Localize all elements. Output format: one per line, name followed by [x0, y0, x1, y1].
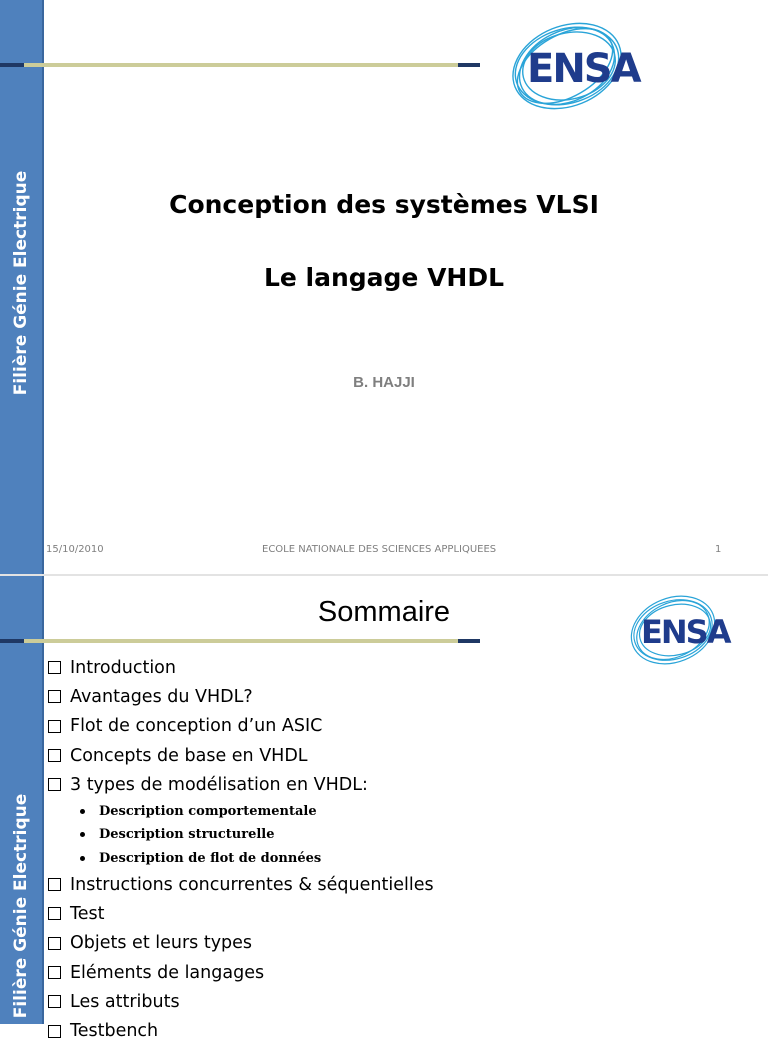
checkbox-bullet-icon	[48, 661, 61, 674]
header-rule	[0, 63, 480, 67]
agenda-item-label: Introduction	[70, 657, 176, 678]
agenda-subitem	[48, 846, 434, 870]
checkbox-bullet-icon	[48, 749, 61, 762]
agenda-item	[48, 682, 434, 711]
header-rule	[0, 639, 480, 643]
sidebar	[0, 576, 44, 1024]
footer-page-number: 1	[715, 544, 722, 555]
slide-subtitle: Le langage VHDL	[263, 263, 505, 292]
agenda-item	[48, 987, 434, 1016]
agenda-item-label: Description structurelle	[99, 827, 275, 843]
agenda-subitem	[48, 799, 434, 823]
sidebar	[0, 0, 44, 574]
agenda-item-label: Concepts de base en VHDL	[70, 745, 308, 766]
agenda-item	[48, 712, 434, 741]
agenda-item	[48, 1016, 434, 1045]
agenda-item-label: 3 types de modélisation en VHDL:	[70, 774, 368, 795]
agenda-heading: Sommaire	[317, 596, 451, 628]
agenda-item-label: Test	[70, 903, 105, 924]
checkbox-bullet-icon	[48, 690, 61, 703]
bullet-dot-icon	[80, 856, 85, 861]
checkbox-bullet-icon	[48, 995, 61, 1008]
agenda-item	[48, 770, 434, 799]
agenda-item-label: Eléments de langages	[70, 962, 265, 983]
bullet-dot-icon	[80, 809, 85, 814]
agenda-item-label: Objets et leurs types	[70, 933, 253, 954]
agenda-item-label: Testbench	[70, 1021, 159, 1042]
agenda-item	[48, 870, 434, 899]
checkbox-bullet-icon	[48, 778, 61, 791]
agenda-item	[48, 653, 434, 682]
checkbox-bullet-icon	[48, 907, 61, 920]
checkbox-bullet-icon	[48, 966, 61, 979]
ensa-logo	[505, 18, 675, 114]
checkbox-bullet-icon	[48, 1025, 61, 1038]
sidebar-text: Filière Génie Electrique	[11, 793, 31, 1019]
agenda-list	[48, 653, 434, 1046]
checkbox-bullet-icon	[48, 720, 61, 733]
agenda-subitem	[48, 823, 434, 847]
agenda-item-label: Description de flot de données	[99, 850, 322, 866]
logo-text: ENSA	[641, 613, 730, 651]
footer-date: 15/10/2010	[46, 544, 104, 555]
agenda-item-label: Description comportementale	[99, 803, 317, 819]
agenda-item	[48, 929, 434, 958]
bullet-dot-icon	[80, 832, 85, 837]
agenda-item-label: Les attributs	[70, 991, 180, 1012]
footer-school: ECOLE NATIONALE DES SCIENCES APPLIQUEES	[262, 544, 497, 555]
checkbox-bullet-icon	[48, 878, 61, 891]
sidebar-text: Filière Génie Electrique	[11, 170, 31, 396]
agenda-item-label: Flot de conception d’un ASIC	[70, 716, 323, 737]
agenda-item-label: Avantages du VHDL?	[70, 686, 253, 707]
checkbox-bullet-icon	[48, 937, 61, 950]
agenda-item	[48, 741, 434, 770]
agenda-item	[48, 958, 434, 987]
agenda-item-label: Instructions concurrentes & séquentielles	[70, 874, 434, 895]
agenda-item	[48, 899, 434, 928]
slide-title: Conception des systèmes VLSI	[169, 190, 599, 219]
logo-text: ENSA	[527, 46, 640, 92]
author-name: B. HAJJI	[353, 374, 415, 391]
